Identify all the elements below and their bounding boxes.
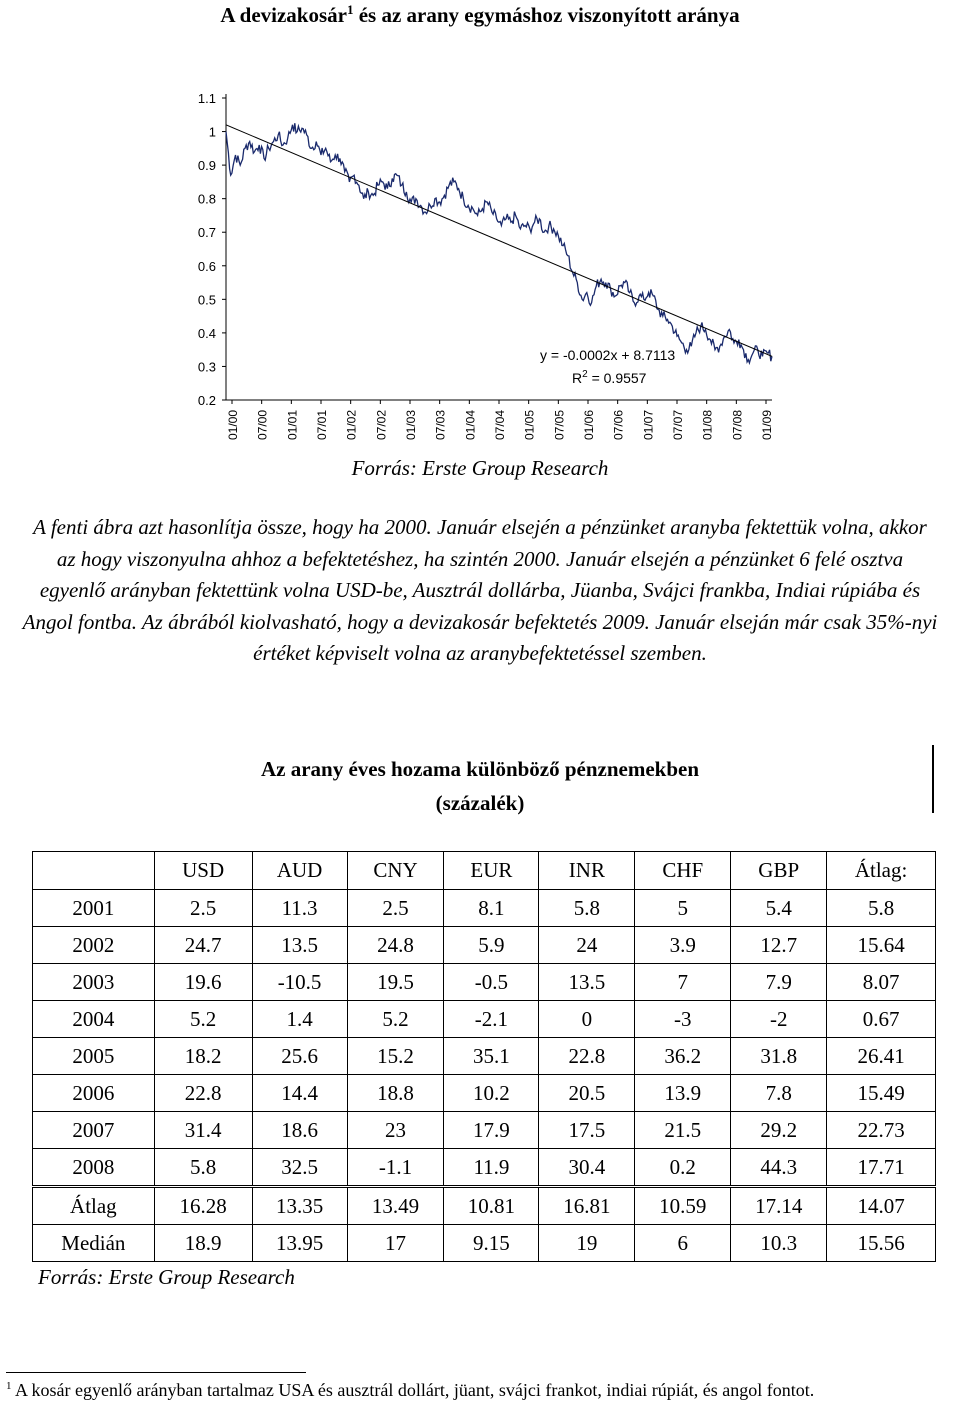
value-cell: 5.2 <box>154 1001 252 1038</box>
value-cell: 19.5 <box>347 964 444 1001</box>
value-cell: -10.5 <box>252 964 347 1001</box>
table-title <box>0 752 960 820</box>
value-cell: 15.49 <box>827 1075 936 1112</box>
row-label-cell: 2008 <box>33 1149 155 1187</box>
value-cell: 17.9 <box>444 1112 539 1149</box>
value-cell: 5.8 <box>539 890 635 927</box>
y-tick-label: 0.7 <box>197 225 216 241</box>
row-label-cell: 2003 <box>33 964 155 1001</box>
value-cell: 17.5 <box>539 1112 635 1149</box>
value-cell: 11.3 <box>252 890 347 927</box>
footnote-divider <box>6 1372 306 1373</box>
value-cell: 18.9 <box>154 1225 252 1262</box>
table-source: Forrás: Erste Group Research <box>38 1265 295 1289</box>
x-tick-label: 07/07 <box>671 410 685 441</box>
value-cell: 23 <box>347 1112 444 1149</box>
summary-row <box>33 1187 936 1225</box>
row-label-cell: Átlag <box>33 1187 155 1225</box>
table-row <box>33 890 936 927</box>
value-cell: 5.4 <box>731 890 827 927</box>
header-cell: CHF <box>635 852 731 890</box>
value-cell: 2.5 <box>347 890 444 927</box>
x-tick-label: 07/02 <box>374 410 389 441</box>
x-tick-label: 07/05 <box>552 410 567 441</box>
value-cell: 5.2 <box>347 1001 444 1038</box>
row-label-cell: 2006 <box>33 1075 155 1112</box>
x-tick-label: 01/01 <box>285 410 300 441</box>
value-cell: 24.7 <box>154 927 252 964</box>
value-cell: 13.9 <box>635 1075 731 1112</box>
x-tick-label: 01/06 <box>582 410 596 441</box>
x-tick-label: 01/03 <box>404 410 418 441</box>
y-tick-label: 1 <box>208 124 216 140</box>
trend-equation: y = -0.0002x + 8.7113 <box>540 347 676 363</box>
table-row <box>33 1149 936 1187</box>
value-cell: 20.5 <box>539 1075 635 1112</box>
value-cell: 26.41 <box>827 1038 936 1075</box>
value-cell: 1.4 <box>252 1001 347 1038</box>
value-cell: 9.15 <box>444 1225 539 1262</box>
value-cell: 5.8 <box>827 890 936 927</box>
x-tick-label: 01/04 <box>463 410 478 441</box>
value-cell: 14.4 <box>252 1075 347 1112</box>
chart-source: Forrás: Erste Group Research <box>351 456 609 480</box>
value-cell: 10.81 <box>444 1187 539 1225</box>
x-tick-label: 01/09 <box>760 410 774 441</box>
value-cell: 13.5 <box>539 964 635 1001</box>
value-cell: 15.56 <box>827 1225 936 1262</box>
value-cell: 17.71 <box>827 1149 936 1187</box>
value-cell: 7.8 <box>731 1075 827 1112</box>
x-tick-label: 07/04 <box>493 410 507 441</box>
table-title-line2: (százalék) <box>435 791 525 815</box>
value-cell: -0.5 <box>444 964 539 1001</box>
value-cell: 30.4 <box>539 1149 635 1187</box>
value-cell: -2 <box>731 1001 827 1038</box>
header-cell <box>33 852 155 890</box>
header-cell: EUR <box>444 852 539 890</box>
x-tick-label: 07/01 <box>315 410 329 441</box>
y-tick-label: 0.6 <box>197 258 216 274</box>
r-squared: $R^2 = 0.9557$ <box>572 369 647 386</box>
x-tick-label: 07/06 <box>611 410 626 441</box>
value-cell: 17 <box>347 1225 444 1262</box>
value-cell: 15.64 <box>827 927 936 964</box>
table-row <box>33 1001 936 1038</box>
value-cell: 18.2 <box>154 1038 252 1075</box>
table-row <box>33 964 936 1001</box>
y-tick-label: 0.2 <box>197 393 216 408</box>
value-cell: 32.5 <box>252 1149 347 1187</box>
header-cell: GBP <box>731 852 827 890</box>
value-cell: 22.8 <box>539 1038 635 1075</box>
value-cell: 12.7 <box>731 927 827 964</box>
value-cell: 22.73 <box>827 1112 936 1149</box>
value-cell: 10.2 <box>444 1075 539 1112</box>
margin-bar <box>932 745 934 813</box>
value-cell: 24.8 <box>347 927 444 964</box>
page-title: A devizakosár$^1$ és az arany egymáshoz viszonyított aránya <box>220 2 740 27</box>
x-tick-label: 01/05 <box>522 410 537 441</box>
value-cell: 44.3 <box>731 1149 827 1187</box>
x-tick-label: 01/08 <box>700 410 715 441</box>
y-axis <box>198 91 226 408</box>
header-cell: CNY <box>347 852 444 890</box>
value-cell: 0 <box>539 1001 635 1038</box>
y-tick-label: 1.1 <box>197 91 216 106</box>
header-cell: USD <box>154 852 252 890</box>
value-cell: 13.95 <box>252 1225 347 1262</box>
value-cell: 8.1 <box>444 890 539 927</box>
row-label-cell: 2001 <box>33 890 155 927</box>
value-cell: 8.07 <box>827 964 936 1001</box>
value-cell: 31.4 <box>154 1112 252 1149</box>
value-cell: 24 <box>539 927 635 964</box>
row-label-cell: 2004 <box>33 1001 155 1038</box>
value-cell: 21.5 <box>635 1112 731 1149</box>
value-cell: -2.1 <box>444 1001 539 1038</box>
value-cell: -3 <box>635 1001 731 1038</box>
value-cell: 35.1 <box>444 1038 539 1075</box>
row-label-cell: 2002 <box>33 927 155 964</box>
x-axis <box>226 400 774 440</box>
header-cell: Átlag: <box>827 852 936 890</box>
row-label-cell: 2005 <box>33 1038 155 1075</box>
row-label-cell: 2007 <box>33 1112 155 1149</box>
x-tick-label: 01/00 <box>226 410 240 441</box>
value-cell: 19 <box>539 1225 635 1262</box>
value-cell: 19.6 <box>154 964 252 1001</box>
value-cell: 13.35 <box>252 1187 347 1225</box>
value-cell: 5.8 <box>154 1149 252 1187</box>
footnote: $^1$ A kosár egyenlő arányban tartalmaz USA és ausztrál dollárt, jüant, svájci frankot, indiai rúpiát, és angol fontot. <box>6 1380 815 1400</box>
header-cell: AUD <box>252 852 347 890</box>
table-header-row <box>33 852 936 890</box>
table-row <box>33 927 936 964</box>
value-cell: 36.2 <box>635 1038 731 1075</box>
value-cell: 16.28 <box>154 1187 252 1225</box>
value-cell: 3.9 <box>635 927 731 964</box>
x-tick-label: 01/07 <box>641 410 656 441</box>
value-cell: -1.1 <box>347 1149 444 1187</box>
value-cell: 31.8 <box>731 1038 827 1075</box>
table-row <box>33 1112 936 1149</box>
value-cell: 14.07 <box>827 1187 936 1225</box>
y-tick-label: 0.4 <box>197 325 216 341</box>
plot-area <box>226 123 772 363</box>
value-cell: 10.59 <box>635 1187 731 1225</box>
value-cell: 2.5 <box>154 890 252 927</box>
value-cell: 13.5 <box>252 927 347 964</box>
value-cell: 22.8 <box>154 1075 252 1112</box>
description-paragraph: A fenti ábra azt hasonlítja össze, hogy ha 2000. Január elsején a pénzünket aranyba fektettük volna, akkor az hogy viszonyulna ahhoz a befektetéshez, ha szintén 2000. Január elsején a pénzünket 6 felé osztva egyenlő arányban fektettünk volna USD-be, Ausztrál dollárba, Jüanba, Svájci frankba, Indiai rúpiába és Angol fontba. Az ábrából kiolvasható, hogy a devizakosár befektetés 2009. Január elseján már csak 35%-nyi értéket képviselt volna az aranybefektetéssel szemben. <box>22 515 938 665</box>
value-cell: 25.6 <box>252 1038 347 1075</box>
table-row <box>33 1038 936 1075</box>
value-cell: 11.9 <box>444 1149 539 1187</box>
y-tick-label: 0.9 <box>197 158 216 174</box>
y-tick-label: 0.3 <box>197 359 216 375</box>
trend-line <box>226 125 772 357</box>
value-cell: 15.2 <box>347 1038 444 1075</box>
value-cell: 7 <box>635 964 731 1001</box>
x-tick-label: 07/03 <box>433 410 448 441</box>
x-tick-label: 07/00 <box>255 410 270 441</box>
value-cell: 0.67 <box>827 1001 936 1038</box>
trend-annotation <box>540 347 675 386</box>
y-tick-label: 0.8 <box>197 191 216 207</box>
table-row <box>33 1075 936 1112</box>
value-cell: 0.2 <box>635 1149 731 1187</box>
row-label-cell: Medián <box>33 1225 155 1262</box>
value-cell: 18.8 <box>347 1075 444 1112</box>
value-cell: 13.49 <box>347 1187 444 1225</box>
value-cell: 18.6 <box>252 1112 347 1149</box>
ratio-line-chart <box>180 80 790 460</box>
header-cell: INR <box>539 852 635 890</box>
summary-row <box>33 1225 936 1262</box>
gold-returns-table <box>32 851 936 1262</box>
value-cell: 6 <box>635 1225 731 1262</box>
value-cell: 29.2 <box>731 1112 827 1149</box>
value-cell: 5.9 <box>444 927 539 964</box>
value-cell: 5 <box>635 890 731 927</box>
table-title-line1: Az arany éves hozama különböző pénznemekben <box>260 757 700 781</box>
value-cell: 10.3 <box>731 1225 827 1262</box>
value-cell: 16.81 <box>539 1187 635 1225</box>
y-tick-label: 0.5 <box>197 292 216 308</box>
value-cell: 17.14 <box>731 1187 827 1225</box>
x-tick-label: 07/08 <box>730 410 745 441</box>
value-cell: 7.9 <box>731 964 827 1001</box>
x-tick-label: 01/02 <box>344 410 359 441</box>
